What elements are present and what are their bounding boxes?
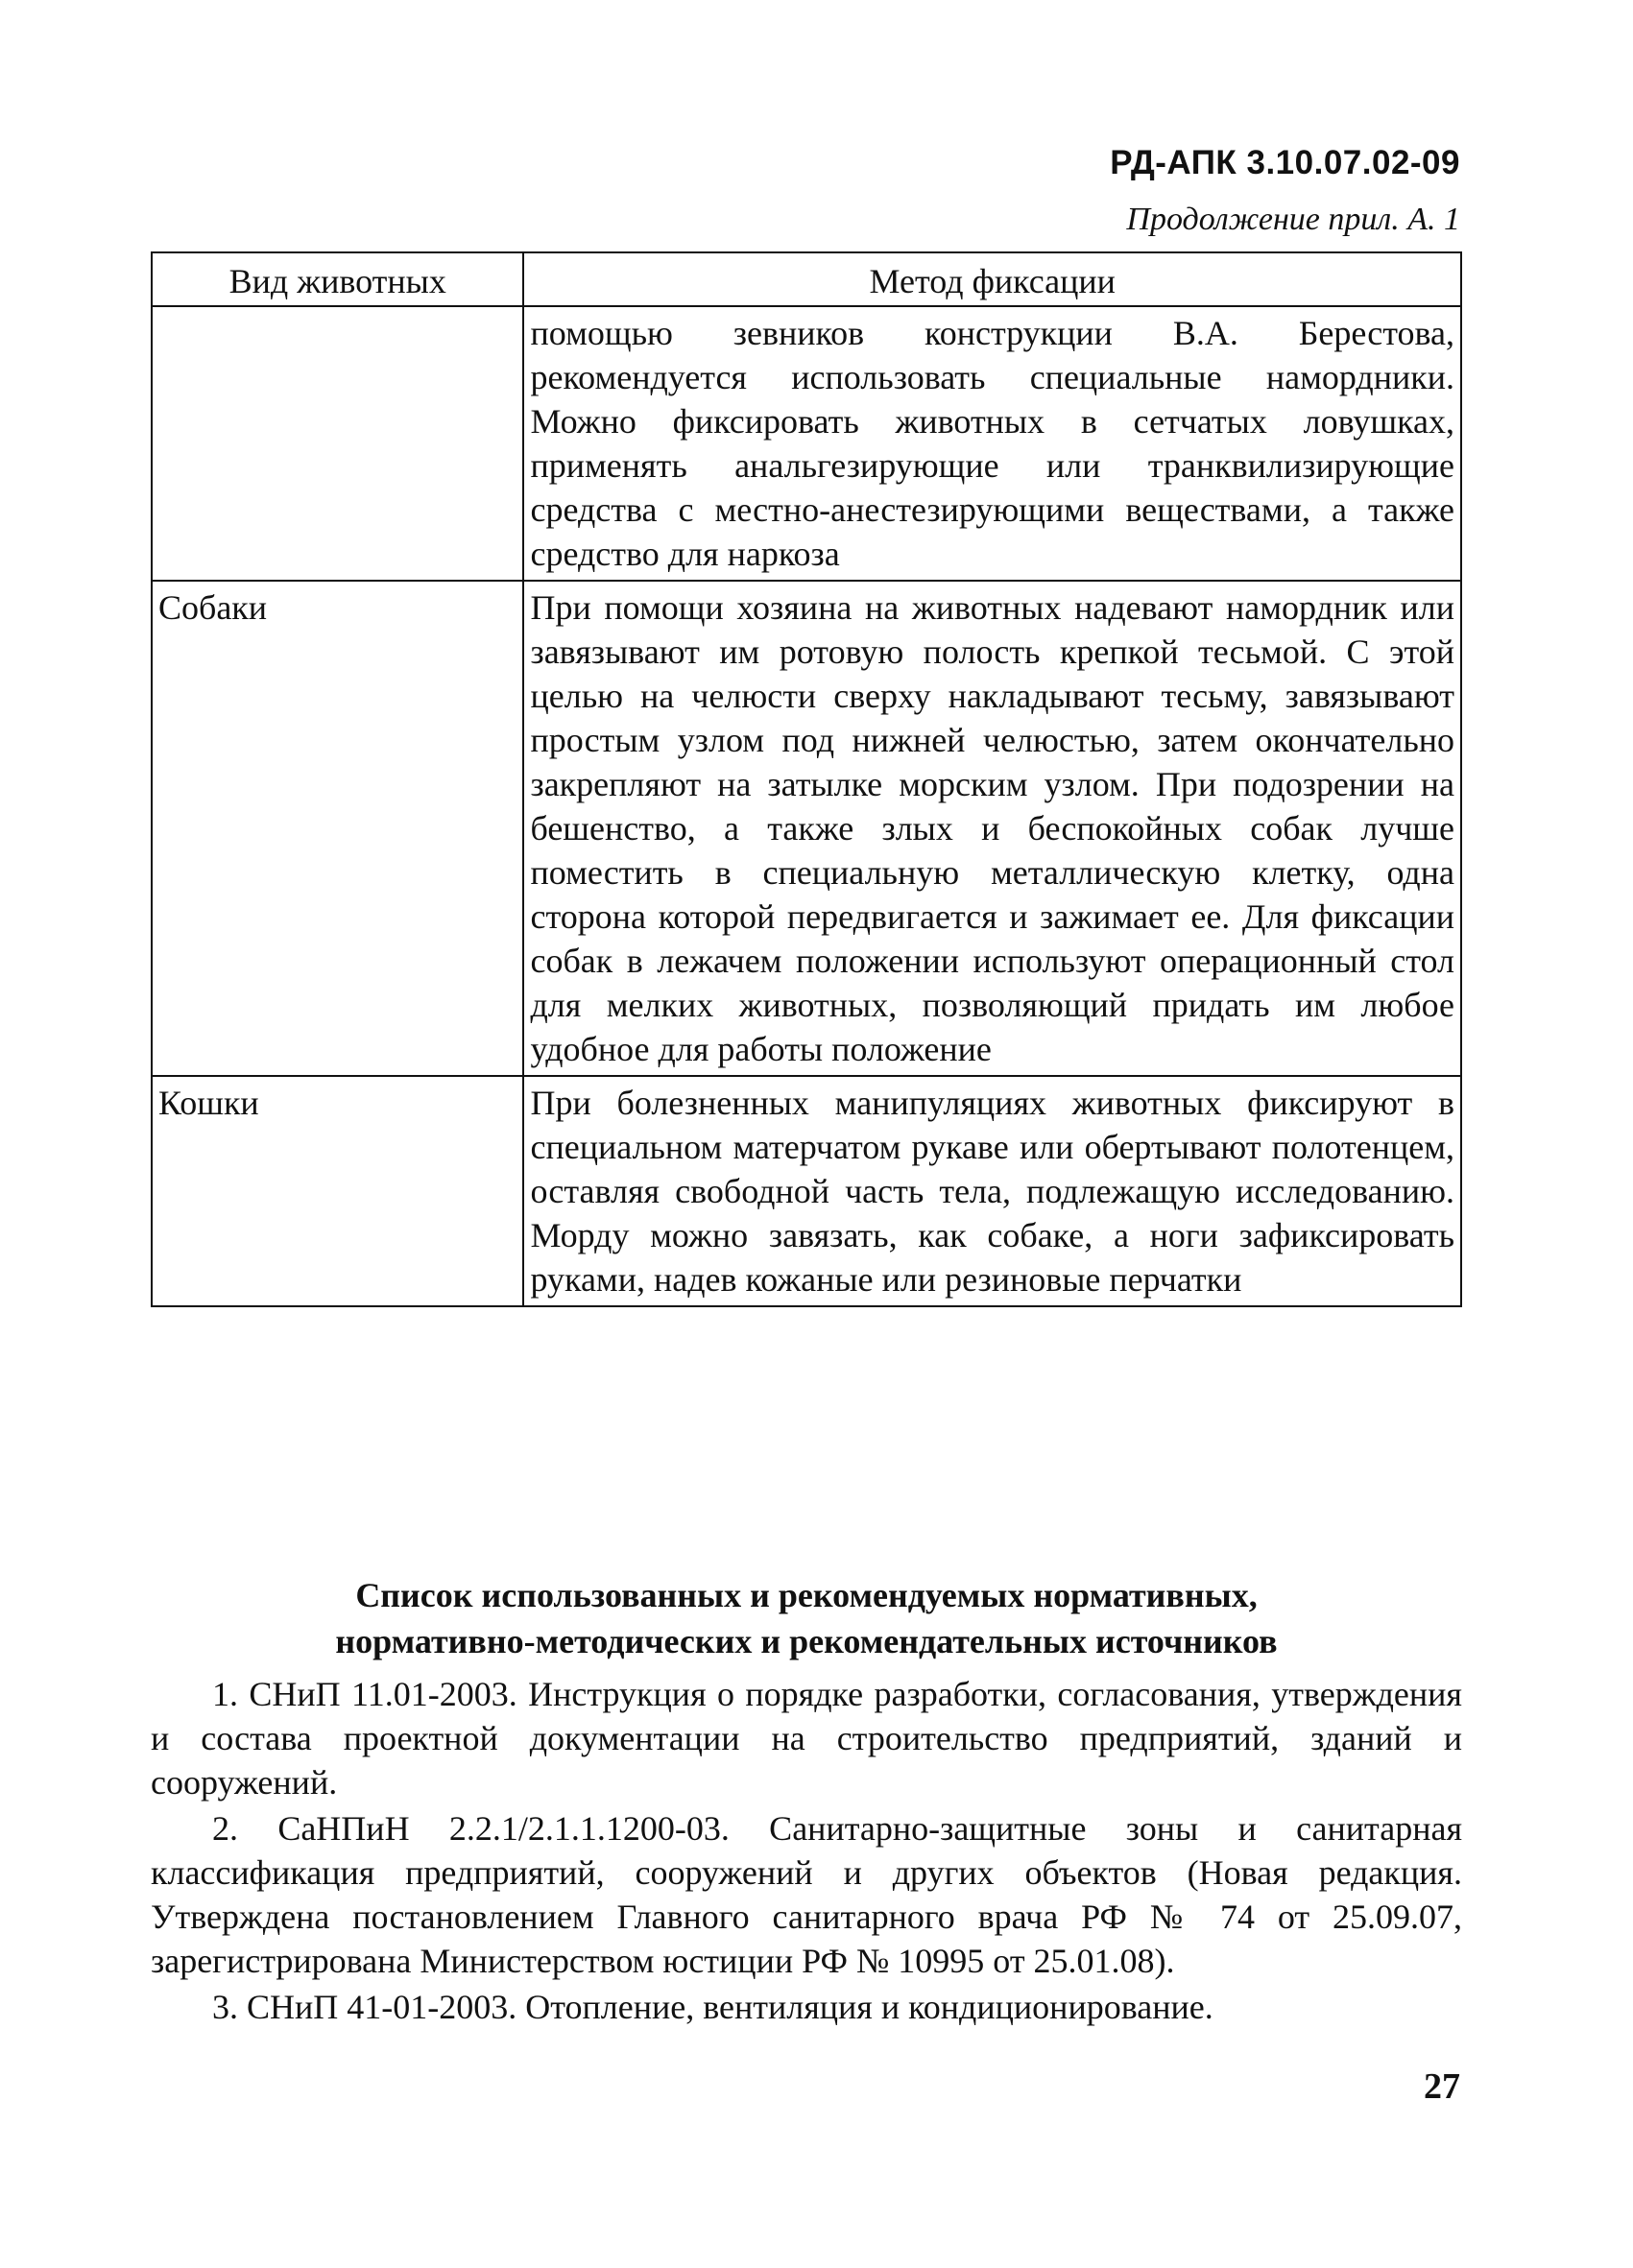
method-cell: помощью зевников конструкции В.А. Берестова, рекомендуется использовать специальные намордники. Можно фиксировать животных в сетчатых ловушках, применять анальгезирующие или транквилизирующие средства с местно-анестезирующими веществами, а также средство для наркоза — [523, 306, 1461, 581]
method-cell: При болезненных манипуляциях животных фиксируют в специальном матерчатом рукаве или обертывают полотенцем, оставляя свободной часть тела, подлежащую исследованию. Морду можно завязать, как собаке, а ноги зафиксировать руками, надев кожаные или резиновые перчатки — [523, 1076, 1461, 1306]
references-title-line: Список использованных и рекомендуемых нормативных, — [355, 1576, 1258, 1614]
table-row — [152, 1076, 1461, 1306]
column-header-animal: Вид животных — [152, 252, 523, 306]
animal-cell: Кошки — [152, 1076, 523, 1306]
method-cell: При помощи хозяина на животных надевают намордник или завязывают им ротовую полость крепкой тесьмой. С этой целью на челюсти сверху накладывают тесьму, завязывают простым узлом под нижней челюстью, затем окончательно закрепляют на затылке морским узлом. При подозрении на бешенство, а также злых и беспокойных собак лучше поместить в специальную металлическую клетку, одна сторона которой передвигается и зажимает ее. Для фиксации собак в лежачем положении используют операционный стол для мелких животных, позволяющий придать им любое удобное для работы положение — [523, 581, 1461, 1076]
document-code: РД-АПК 3.10.07.02-09 — [1110, 144, 1460, 181]
reference-item: 1. СНиП 11.01-2003. Инструкция о порядке разработки, согласования, утверждения и состава проектной документации на строительство предприятий, зданий и сооружений. — [151, 1675, 1462, 1802]
page-number: 27 — [1424, 2066, 1460, 2107]
reference-item: 3. СНиП 41-01-2003. Отопление, вентиляция и кондиционирование. — [212, 1988, 1213, 2026]
table-row — [152, 581, 1461, 1076]
animal-cell — [152, 306, 523, 581]
column-header-method: Метод фиксации — [523, 252, 1461, 306]
references-list — [151, 1672, 1462, 2031]
animal-cell: Собаки — [152, 581, 523, 1076]
fixation-methods-table — [151, 251, 1462, 1307]
table-row — [152, 306, 1461, 581]
continuation-note: Продолжение прил. А. 1 — [1126, 202, 1460, 237]
references-title — [151, 1572, 1462, 1664]
table-header-row — [152, 252, 1461, 306]
references-title-line: нормативно-методических и рекомендательных источников — [335, 1622, 1278, 1660]
reference-item: 2. СаНПиН 2.2.1/2.1.1.1200-03. Санитарно-защитные зоны и санитарная классификация предприятий, сооружений и других объектов (Новая редакция. Утверждена постановлением Главного санитарного врача РФ № 74 от 25.09.07, зарегистрирована Министерством юстиции РФ № 10995 от 25.01.08). — [151, 1809, 1462, 1980]
